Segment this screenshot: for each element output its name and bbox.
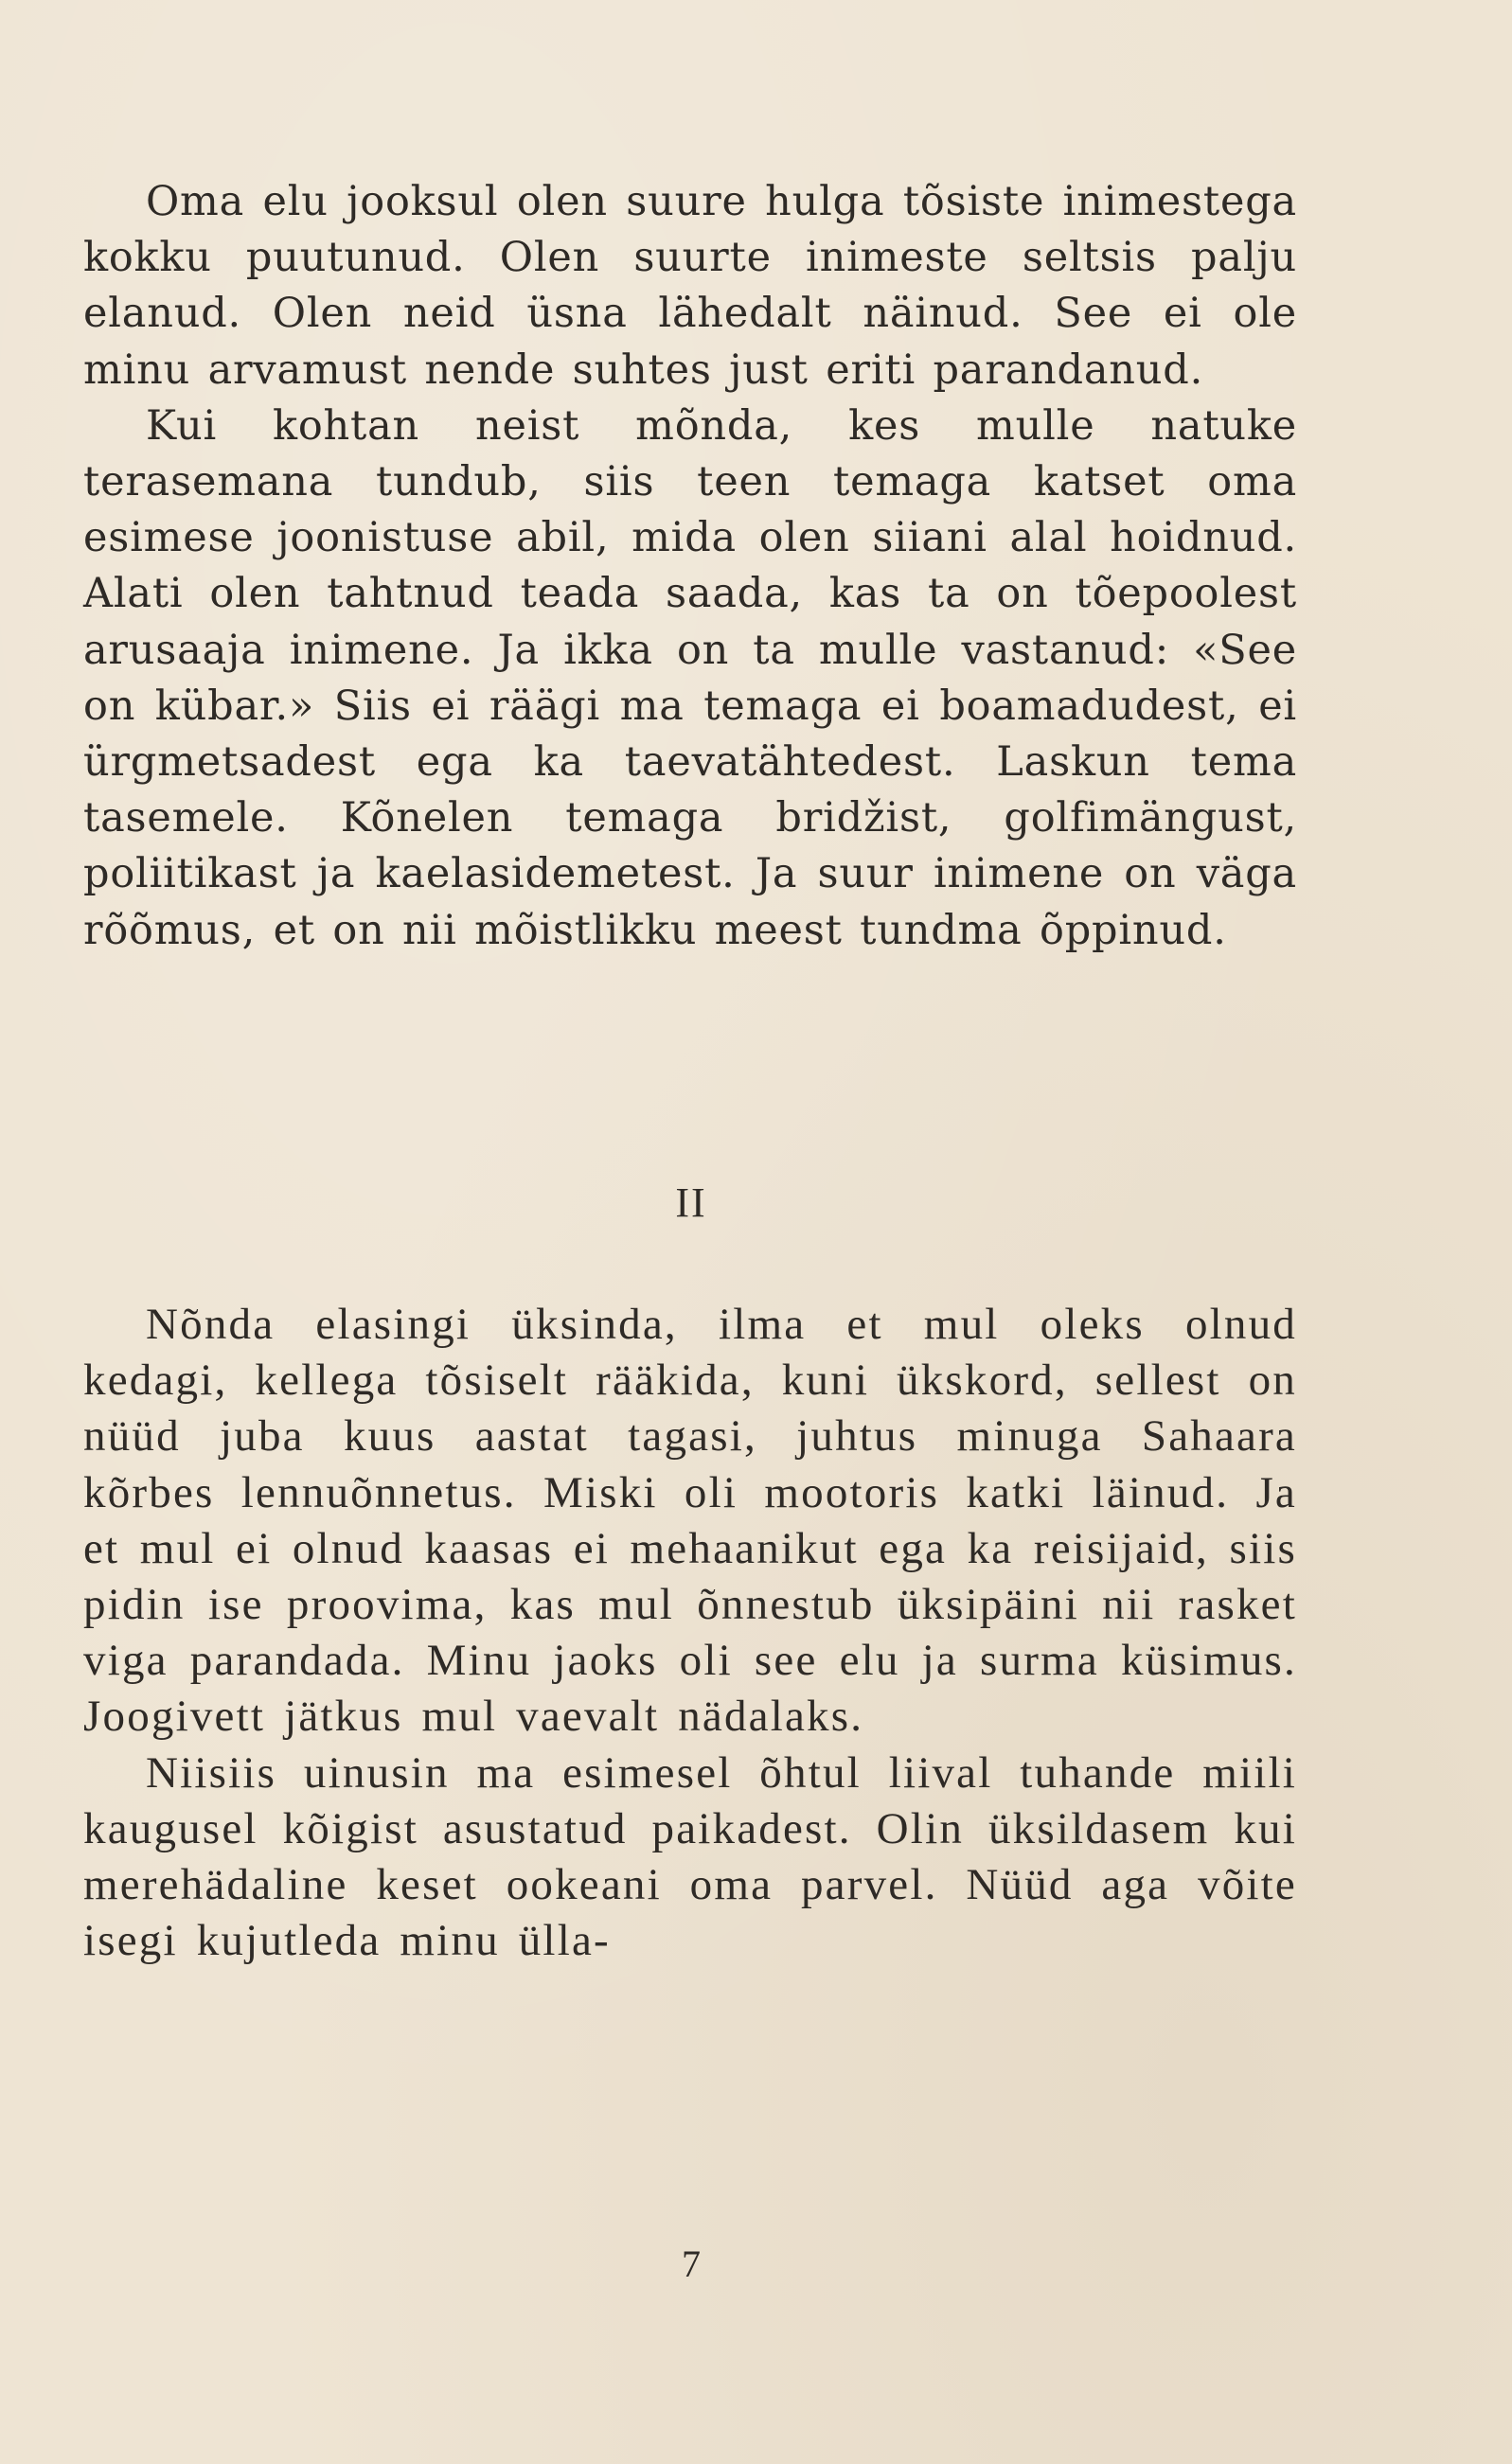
paragraph: Kui kohtan neist mõnda, kes mulle natuke terasemana tundub, siis teen temaga katset oma esimese joonistuse abil, mida olen siiani alal hoidnud. Alati olen tahtnud teada saada, kas ta on tõepoolest arusaaja inimene. Ja ikka on ta mulle vastanud: «See on kübar.» Siis ei räägi ma temaga ei boamadudest, ei ürgmetsadest ega ka taevatähtedest. Laskun tema tasemele. Kõnelen temaga bridžist, golfimängust, poliitikast ja kaelasidemetest. Ja suur inimene on väga rõõmus, et on nii mõistlikku meest tundma õppinud.: [83, 401, 1297, 954]
page-number: 7: [682, 2242, 701, 2285]
chapter-heading: II: [675, 1179, 707, 1226]
paragraph: Oma elu jooksul olen suure hulga tõsiste inimestega kokku puutunud. Olen suurte inimeste seltsis palju elanud. Olen neid üsna lähedalt näinud. See ei ole minu arvamust nende suhtes just eriti parandanud.: [83, 178, 1297, 394]
paragraph: Niisiis uinusin ma esimesel õhtul liival tuhande miili kaugusel kõigist asustatud paikadest. Olin üksildasem kui merehädaline keset ookeani oma parvel. Nüüd aga võite isegi kujutleda minu ülla-: [83, 1747, 1297, 1966]
text-section-1: [83, 174, 1297, 959]
paragraph: Nõnda elasingi üksinda, ilma et mul oleks olnud kedagi, kellega tõsiselt rääkida, kuni ükskord, sellest on nüüd juba kuus aastat tagasi, juhtus minuga Sahaara kõrbes lennuõnnetus. Miski oli mootoris katki läinud. Ja et mul ei olnud kaasas ei mehaanikut ega ka reisijaid, siis pidin ise proovima, kas mul õnnestub üksipäini nii rasket viga parandada. Minu jaoks oli see elu ja surma küsimus. Joogivett jätkus mul vaevalt nädalaks.: [83, 1300, 1297, 1742]
text-section-2: [83, 1297, 1297, 1969]
